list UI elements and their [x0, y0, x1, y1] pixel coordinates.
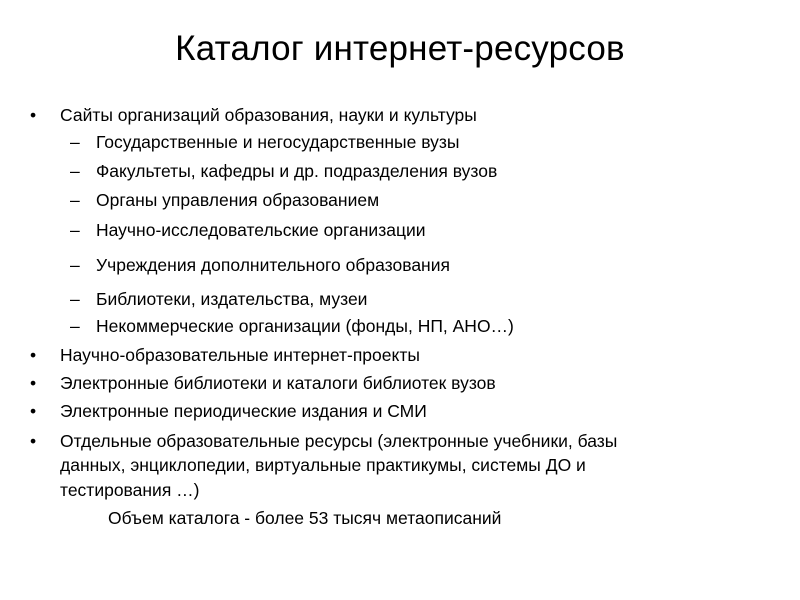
list-item: Электронные библиотеки и каталоги библиотек вузов [60, 373, 496, 393]
sub-list-item: Факультеты, кафедры и др. подразделения вузов [96, 161, 498, 181]
dash-marker: – [70, 289, 80, 309]
catalog-size-note: Объем каталога - более 53 тысяч метаописаний [108, 508, 502, 528]
list-item-line: данных, энциклопедии, виртуальные практикумы, системы ДО и [60, 455, 586, 475]
dash-marker: – [70, 220, 80, 240]
sub-list-item: Органы управления образованием [96, 190, 380, 210]
bullet-marker: • [30, 373, 37, 393]
bullet-marker: • [30, 105, 37, 125]
list-item: Электронные периодические издания и СМИ [60, 401, 427, 421]
list-item-line: Отдельные образовательные ресурсы (электронные учебники, базы [60, 431, 618, 451]
sub-list-item: Государственные и негосударственные вузы [96, 132, 460, 152]
sub-list-item: Библиотеки, издательства, музеи [96, 289, 368, 309]
bullet-marker: • [30, 431, 37, 451]
page-title: Каталог интернет-ресурсов [175, 29, 625, 68]
bullet-marker: • [30, 345, 37, 365]
sub-list-item: Научно-исследовательские организации [96, 220, 426, 240]
sub-list-item: Учреждения дополнительного образования [96, 255, 450, 275]
dash-marker: – [70, 161, 80, 181]
list-item: Научно-образовательные интернет-проекты [60, 345, 420, 365]
list-item: Сайты организаций образования, науки и культуры [60, 105, 477, 125]
dash-marker: – [70, 255, 80, 275]
bullet-marker: • [30, 401, 37, 421]
sub-list-item: Некоммерческие организации (фонды, НП, АНО…) [96, 316, 514, 336]
dash-marker: – [70, 190, 80, 210]
list-item-line: тестирования …) [60, 480, 200, 500]
dash-marker: – [70, 132, 80, 152]
dash-marker: – [70, 316, 80, 336]
